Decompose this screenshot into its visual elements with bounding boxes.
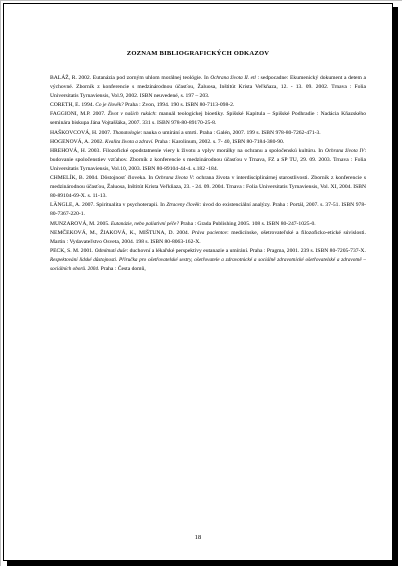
bibliography-entry: HOGENOVÁ, A. 2002. Kvalita života a zdraví. Praha : Karolinum, 2002. s. 7- 40, ISBN 80-7184-380-90.	[50, 138, 285, 145]
page-shadow-bottom	[7, 561, 398, 566]
bibliography-entry: HREHOVÁ, H. 2003. Filozofické opodstatnenie viery k životu a vplyv morálky na ochranu a spoločenskú kultúru. In Ochrana života IV: budovanie spoločenstiev vzťahov. Zborník z konferencie s medzinárodnou účasťou v Trnava, FZ a SP TU, 29. 09. 2003. Trnava : Folia Universitatis Tyrnaviensis, Vol.10, 2003. ISBN 80-89104-44-4. s.182 -184.	[50, 147, 367, 172]
bibliography-entry: NEMČEKOVÁ, M., ŽIAKOVÁ, K., MIŠTUNA, D. 2004. Práva pacientov: medicínske, ošetrovateľské a filozoficko-etické súvislosti. Martin : Vydavateľstvo Osveta, 2004. 198 s. ISBN 80-8063-162-X.	[50, 229, 366, 245]
bibliography-entry: FAGGIONI, M.P. 2007. Život v našich rukách: manuál teologickej bioetiky. Spišské Kapitula – Spišské Podhradie : Nadácia Kňazského seminára biskupa Jána Vojtaššáka, 2007. 331 s. ISBN 978-80-89170-25-8.	[50, 111, 367, 127]
bibliography-list	[50, 74, 366, 274]
bibliography-entry: CORETH, E. 1994. Co je člověk? Praha : Zvon, 1994. 190 s. ISBN 80-7113-098-2.	[50, 102, 235, 109]
bibliography-entry: LÄNGLE, A. 2007. Spiritualita v psychoterapii. In Ztraceny člověk: úvod do existenciální analýzy. Praha : Portál, 2007. s. 37-51. ISBN 978-80-7367-220-1.	[50, 202, 366, 218]
bibliography-entry: BALÁŽ, R. 2002. Eutanázia pod zorným uhlom morálnej teológie. In Ochrana života II. etl : sedpocadne: Ekumenický dokument a detem a výchovné. Zborník z konferencie s medzinárodnou účasťou, Žaluosa, Inštitút Krista Veľkňaza, 12. - 13. 09. 2002. Trnava : Folia Universitatis Tyrnaviensis, Vol.9, 2002. ISBN neuvedené, s. 197 – 203.	[50, 75, 366, 100]
page-number: 18	[194, 534, 202, 541]
bibliography-entry: CHMELÍK, B. 2004. Dôstojnosť človeka. In Ochrana života V: ochrana života v interdisciplinárnej starostlivosti. Zborník z konferencie s medzinárodnou účasťou, Žaluosa, Inštitút Krista Veľkňaza, 23. - 24. 09. 2004. Trnava : Folia Universitatis Tyrnaviensis, Vol. XI, 2004. ISBN 80-89104-69-X. s. 11-13.	[50, 175, 366, 200]
bibliography-entry: HAŠKOVCOVÁ, H. 2007. Thanatologie: nauka o umírání a smrti. Praha : Galén, 2007. 199 s. ISBN 978-80-7262-471-3.	[50, 129, 321, 136]
bibliography-entry: Respektování lidské důstojnosti. Příručka pro ošetřovatelské sestry, ošetřovatele a zdravotnické a sociálně zdravotnické ošetřovatelské a zdravotně – sociálních oborů. 2004. Praha : Česta domů,	[50, 256, 366, 272]
bibliography-entry: MUNZAROVÁ, M. 2005. Eutanázie, nebo paliativní péče? Praha : Grada Publishing 2005. 108 s. ISBN 80-247-1025-0.	[50, 220, 316, 227]
document-page	[3, 3, 393, 561]
page-shadow-right	[393, 7, 398, 565]
bibliography-entry: PECK, S. M. 2001. Odmítnutí duše: duchovní a lékařské perspektivy eutanazie a umírání. Praha : Pragma, 2001. 239 s. ISBN 80-7205-737-X.	[50, 247, 366, 254]
page-title: ZOZNAM BIBLIOGRAFICKÝCH ODKAZOV	[126, 50, 270, 57]
